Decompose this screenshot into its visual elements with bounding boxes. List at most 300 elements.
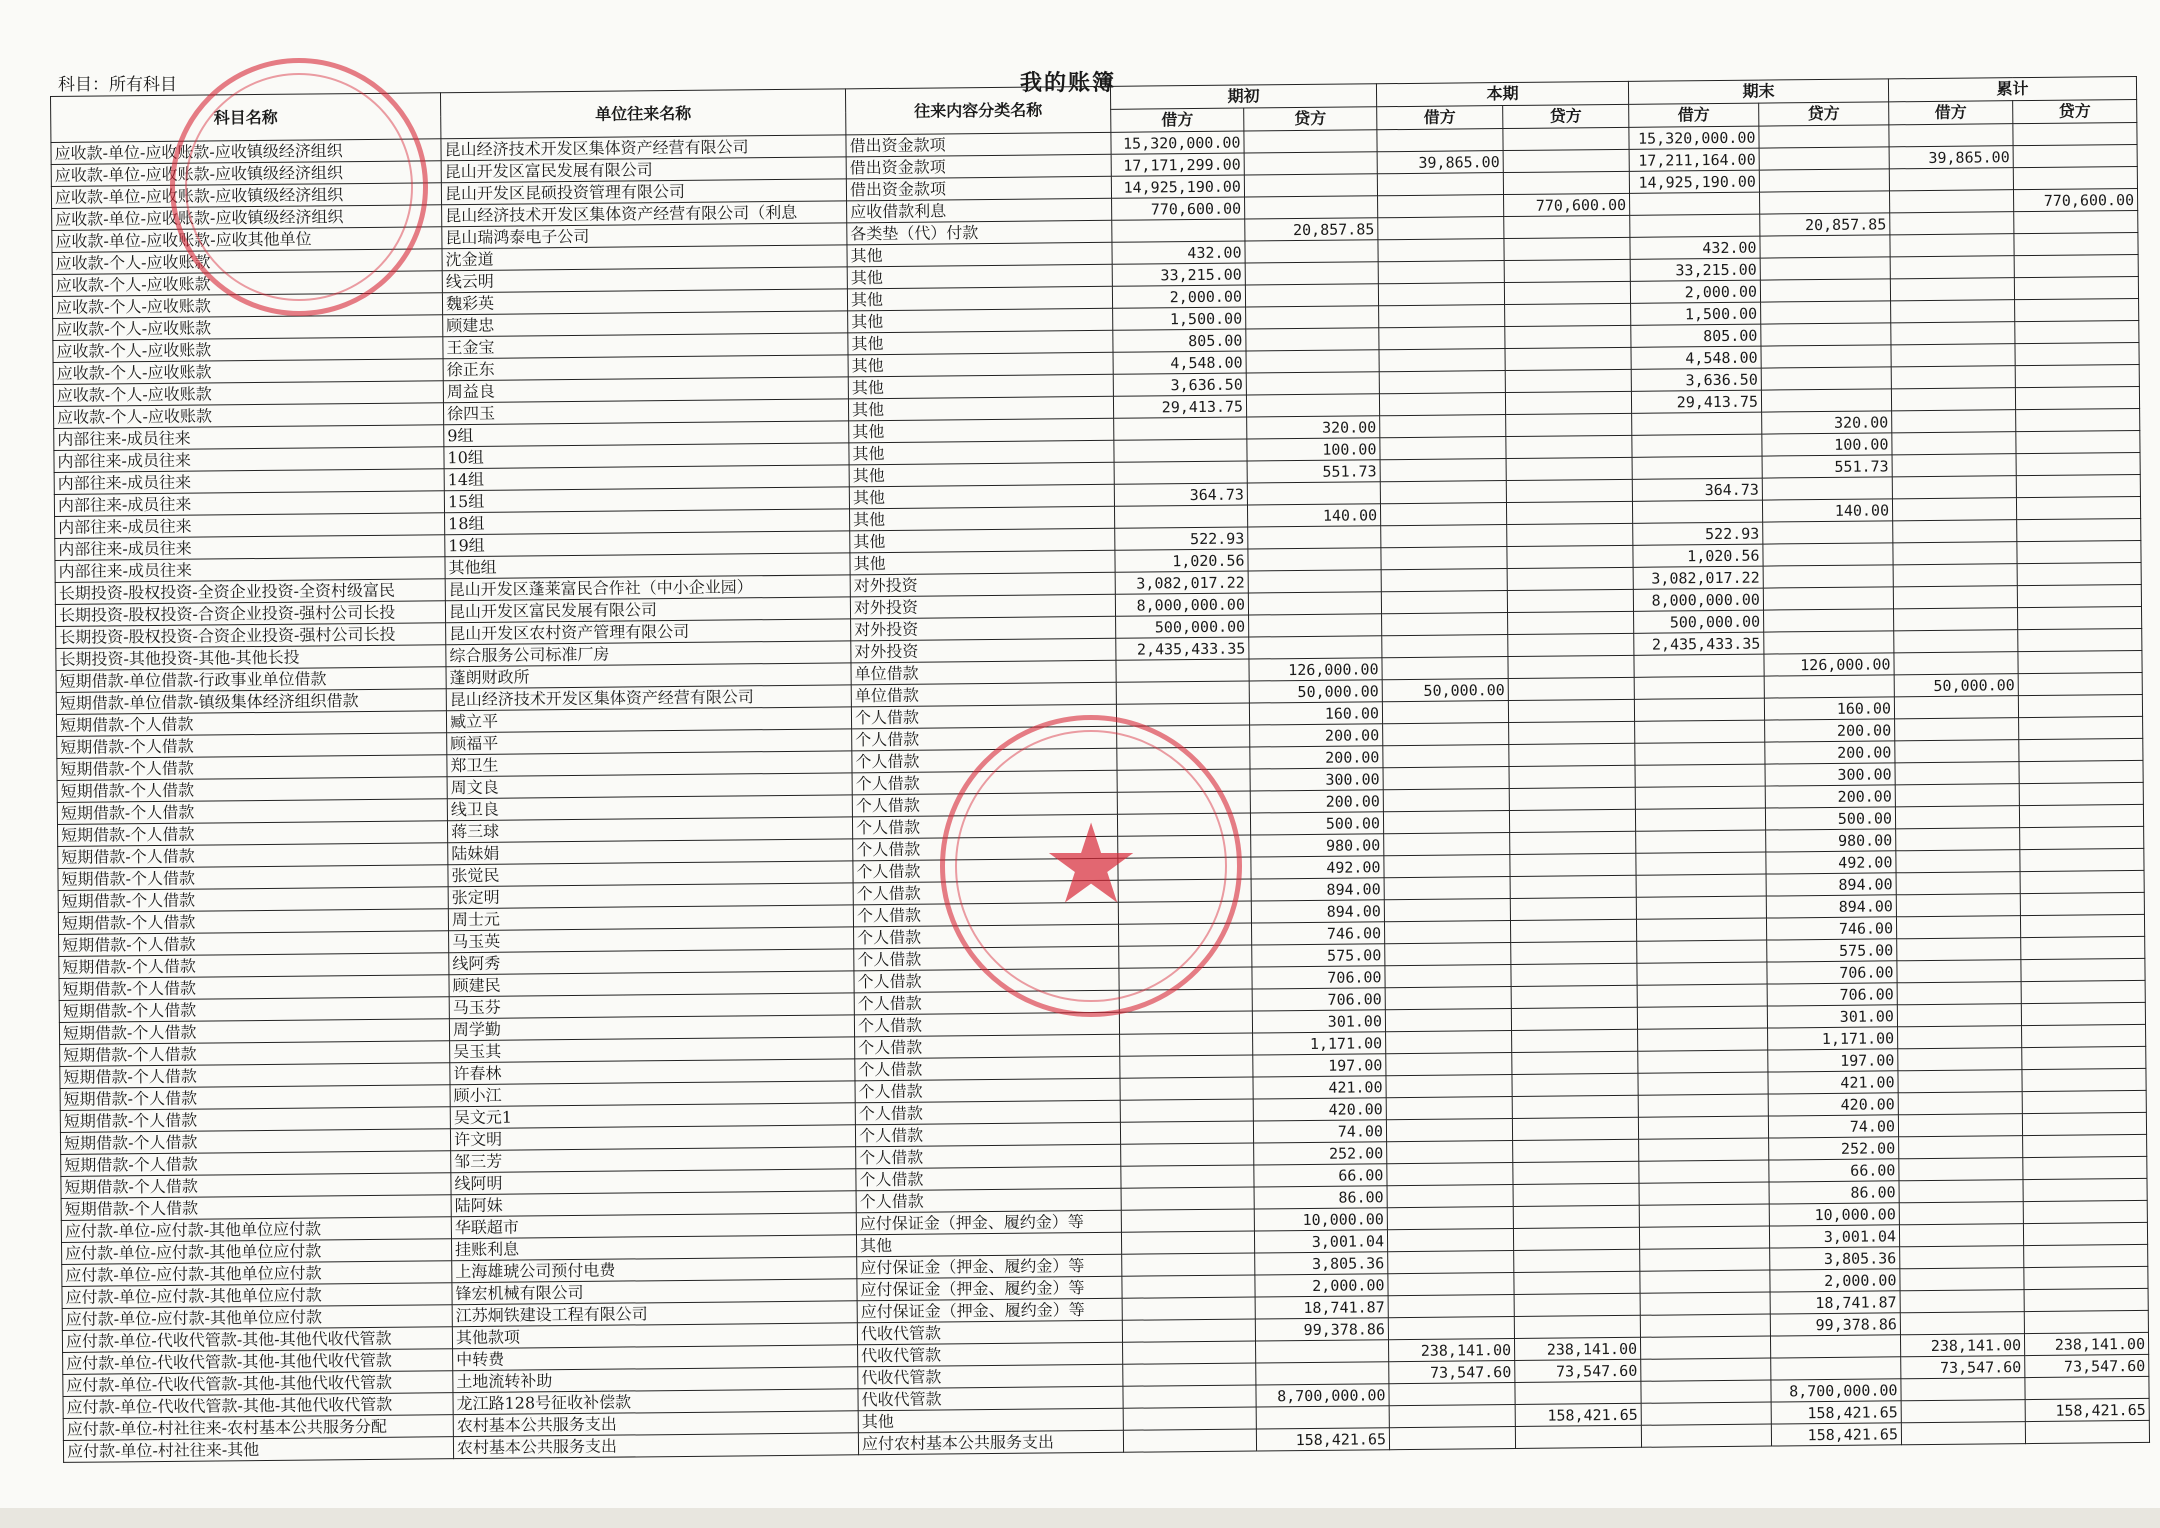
cell-cumulative-debit: [1899, 1224, 2023, 1247]
cell-closing-credit: 140.00: [1762, 499, 1892, 522]
cell-closing-credit: [1761, 323, 1891, 346]
cell-opening-credit: [1248, 548, 1381, 571]
cell-current-debit: [1378, 217, 1504, 240]
cell-cumulative-debit: [1896, 872, 2020, 895]
cell-category: 个人借款: [852, 726, 1117, 751]
cell-subject: 短期借款-个人借款: [57, 777, 447, 803]
cell-closing-credit: [1759, 125, 1889, 148]
cell-opening-debit: [1122, 1275, 1255, 1298]
cell-subject: 应收款-个人-应收账款: [53, 359, 443, 385]
cell-cumulative-debit: [1899, 1202, 2023, 1225]
cell-cumulative-credit: [2020, 826, 2144, 849]
cell-current-credit: [1504, 237, 1630, 260]
cell-opening-debit: [1123, 1407, 1256, 1430]
cell-cumulative-credit: 73,547.60: [2025, 1354, 2149, 1377]
cell-opening-credit: [1245, 284, 1378, 307]
cell-closing-debit: [1632, 434, 1762, 457]
cell-opening-credit: 894.00: [1251, 900, 1384, 923]
cell-closing-debit: [1638, 1094, 1768, 1117]
cell-opening-debit: 33,215.00: [1112, 263, 1245, 286]
col-cumulative: 累计: [1888, 76, 2136, 101]
cell-subject: 应付款-单位-应付款-其他单位应付款: [62, 1305, 452, 1331]
cell-opening-credit: 551.73: [1247, 460, 1380, 483]
cell-closing-credit: 100.00: [1762, 433, 1892, 456]
cell-opening-debit: 14,925,190.00: [1111, 175, 1244, 198]
cell-cumulative-credit: [2016, 430, 2140, 453]
cell-subject: 长期投资-股权投资-合资企业投资-强村公司长投: [56, 623, 446, 649]
cell-closing-credit: [1761, 345, 1891, 368]
cell-opening-credit: 746.00: [1251, 922, 1384, 945]
cell-cumulative-credit: [2013, 144, 2137, 167]
cell-subject: 短期借款-个人借款: [58, 865, 448, 891]
cell-closing-debit: 805.00: [1631, 324, 1761, 347]
cell-opening-debit: [1114, 417, 1247, 440]
cell-current-debit: [1377, 129, 1503, 152]
cell-opening-debit: [1114, 439, 1247, 462]
cell-opening-debit: [1120, 1055, 1253, 1078]
cell-cumulative-credit: [2016, 496, 2140, 519]
cell-opening-debit: [1116, 681, 1249, 704]
cell-closing-debit: [1636, 830, 1766, 853]
col-cumulative-debit: 借方: [1889, 101, 2013, 125]
cell-current-credit: [1506, 479, 1632, 502]
cell-cumulative-debit: [1892, 410, 2016, 433]
cell-cumulative-credit: [2021, 936, 2145, 959]
cell-closing-credit: 18,741.87: [1770, 1291, 1900, 1314]
cell-closing-credit: [1763, 565, 1893, 588]
cell-category: 个人借款: [853, 902, 1118, 927]
cell-closing-credit: [1763, 587, 1893, 610]
cell-closing-debit: [1637, 984, 1767, 1007]
cell-closing-debit: [1639, 1226, 1769, 1249]
cell-unit: 昆山开发区农村资产管理有限公司: [446, 619, 851, 645]
cell-subject: 内部往来-成员往来: [54, 425, 444, 451]
cell-opening-credit: [1246, 328, 1379, 351]
cell-cumulative-credit: [2023, 1222, 2147, 1245]
cell-opening-debit: [1122, 1297, 1255, 1320]
cell-cumulative-credit: [2015, 364, 2139, 387]
cell-current-credit: 770,600.00: [1504, 193, 1630, 216]
cell-opening-debit: [1114, 505, 1247, 528]
cell-cumulative-debit: [1897, 1004, 2021, 1027]
cell-current-credit: [1511, 985, 1637, 1008]
cell-cumulative-credit: [2017, 562, 2141, 585]
cell-category: 借出资金款项: [846, 132, 1111, 157]
cell-opening-credit: 300.00: [1250, 768, 1383, 791]
cell-current-credit: [1514, 1249, 1640, 1272]
cell-unit: 线卫良: [447, 795, 852, 821]
cell-category: 个人借款: [853, 836, 1118, 861]
cell-closing-credit: [1760, 235, 1890, 258]
cell-cumulative-debit: [1895, 784, 2019, 807]
cell-opening-debit: 3,636.50: [1113, 373, 1246, 396]
cell-cumulative-debit: [1890, 234, 2014, 257]
cell-subject: 内部往来-成员往来: [55, 513, 445, 539]
cell-opening-credit: 1,171.00: [1253, 1032, 1386, 1055]
cell-category: 个人借款: [854, 946, 1119, 971]
cell-current-debit: [1388, 1295, 1514, 1318]
cell-category: 其他: [856, 1232, 1121, 1257]
cell-category: 其他: [849, 506, 1114, 531]
cell-opening-credit: [1244, 174, 1377, 197]
cell-closing-debit: [1630, 214, 1760, 237]
cell-current-debit: [1379, 393, 1505, 416]
cell-closing-credit: 575.00: [1767, 939, 1897, 962]
cell-closing-debit: 2,000.00: [1630, 280, 1760, 303]
cell-current-credit: [1513, 1227, 1639, 1250]
cell-current-debit: [1388, 1251, 1514, 1274]
cell-current-credit: [1513, 1161, 1639, 1184]
cell-opening-credit: 10,000.00: [1254, 1208, 1387, 1231]
cell-closing-credit: [1763, 543, 1893, 566]
cell-cumulative-credit: [2016, 452, 2140, 475]
cell-closing-debit: [1634, 676, 1764, 699]
cell-current-credit: [1508, 633, 1634, 656]
cell-cumulative-credit: [2018, 628, 2142, 651]
cell-cumulative-credit: [2020, 914, 2144, 937]
cell-unit: 王金宝: [443, 333, 848, 359]
cell-opening-debit: 805.00: [1113, 329, 1246, 352]
cell-unit: 昆山开发区富民发展有限公司: [445, 597, 850, 623]
cell-subject: 应付款-单位-应付款-其他单位应付款: [61, 1217, 451, 1243]
cell-unit: 昆山经济技术开发区集体资产经营有限公司（利息: [442, 201, 847, 227]
cell-current-debit: [1387, 1141, 1513, 1164]
cell-cumulative-debit: [1899, 1136, 2023, 1159]
cell-cumulative-debit: [1889, 190, 2013, 213]
cell-category: 个人借款: [853, 858, 1118, 883]
cell-cumulative-debit: [1898, 1070, 2022, 1093]
cell-closing-debit: [1640, 1336, 1770, 1359]
cell-cumulative-debit: [1892, 498, 2016, 521]
cell-unit: 挂账利息: [451, 1235, 856, 1261]
cell-closing-credit: 200.00: [1765, 719, 1895, 742]
cell-opening-credit: 100.00: [1247, 438, 1380, 461]
cell-current-debit: [1379, 327, 1505, 350]
cell-subject: 短期借款-单位借款-镇级集体经济组织借款: [56, 689, 446, 715]
cell-closing-credit: 894.00: [1766, 873, 1896, 896]
cell-current-credit: [1506, 413, 1632, 436]
cell-closing-debit: [1639, 1160, 1769, 1183]
col-opening: 期初: [1110, 84, 1376, 110]
cell-closing-credit: [1771, 1357, 1901, 1380]
cell-opening-credit: [1246, 394, 1379, 417]
cell-closing-credit: 74.00: [1768, 1115, 1898, 1138]
cell-current-credit: [1508, 655, 1634, 678]
cell-opening-credit: 197.00: [1253, 1054, 1386, 1077]
cell-cumulative-debit: [1899, 1180, 2023, 1203]
cell-unit: 吴文元1: [450, 1103, 855, 1129]
cell-closing-credit: 200.00: [1765, 741, 1895, 764]
cell-closing-debit: [1638, 1116, 1768, 1139]
cell-subject: 应付款-单位-代收代管款-其他-其他代收代管款: [63, 1393, 453, 1419]
cell-opening-debit: [1123, 1341, 1256, 1364]
cell-subject: 内部往来-成员往来: [54, 469, 444, 495]
cell-cumulative-debit: [1900, 1312, 2024, 1335]
cell-category: 代收代管款: [858, 1386, 1123, 1411]
cell-subject: 短期借款-个人借款: [58, 909, 448, 935]
cell-unit: 18组: [445, 509, 850, 535]
cell-category: 借出资金款项: [846, 176, 1111, 201]
cell-opening-debit: [1121, 1187, 1254, 1210]
cell-current-credit: [1510, 919, 1636, 942]
cell-current-credit: [1513, 1183, 1639, 1206]
col-opening-credit: 贷方: [1244, 107, 1377, 131]
cell-subject: 内部往来-成员往来: [54, 447, 444, 473]
cell-closing-credit: 301.00: [1767, 1005, 1897, 1028]
cell-cumulative-debit: [1892, 432, 2016, 455]
cell-cumulative-credit: [2024, 1244, 2148, 1267]
cell-opening-debit: [1121, 1209, 1254, 1232]
cell-closing-credit: [1764, 609, 1894, 632]
cell-subject: 短期借款-个人借款: [57, 755, 447, 781]
cell-unit: 郑卫生: [447, 751, 852, 777]
cell-cumulative-debit: [1889, 168, 2013, 191]
cell-closing-debit: [1638, 1072, 1768, 1095]
cell-opening-credit: 50,000.00: [1249, 680, 1382, 703]
cell-closing-credit: 300.00: [1765, 763, 1895, 786]
cell-cumulative-credit: [2024, 1310, 2148, 1333]
cell-opening-credit: 74.00: [1253, 1120, 1386, 1143]
cell-cumulative-debit: [1897, 960, 2021, 983]
cell-category: 其他: [850, 550, 1115, 575]
cell-closing-credit: 746.00: [1766, 917, 1896, 940]
page-title: 我的账簿: [1020, 70, 1117, 96]
cell-cumulative-debit: [1900, 1268, 2024, 1291]
cell-cumulative-debit: [1890, 212, 2014, 235]
cell-cumulative-credit: [2024, 1288, 2148, 1311]
cell-opening-credit: 421.00: [1253, 1076, 1386, 1099]
cell-cumulative-credit: [2021, 980, 2145, 1003]
cell-current-credit: [1511, 941, 1637, 964]
scan-bottom-edge: [0, 1508, 2160, 1528]
cell-opening-debit: 1,020.56: [1115, 549, 1248, 572]
cell-closing-debit: 1,500.00: [1631, 302, 1761, 325]
cell-subject: 应收款-个人-应收账款: [53, 315, 443, 341]
cell-opening-credit: [1256, 1340, 1389, 1363]
cell-unit: 徐四玉: [443, 399, 848, 425]
cell-current-debit: [1379, 371, 1505, 394]
cell-current-credit: [1511, 1007, 1637, 1030]
cell-closing-credit: 20,857.85: [1760, 213, 1890, 236]
cell-closing-credit: [1760, 191, 1890, 214]
cell-subject: 内部往来-成员往来: [54, 491, 444, 517]
cell-closing-credit: [1764, 675, 1894, 698]
cell-opening-credit: 140.00: [1247, 504, 1380, 527]
cell-opening-credit: [1248, 526, 1381, 549]
col-subject: 科目名称: [51, 93, 441, 143]
cell-cumulative-credit: [2018, 694, 2142, 717]
cell-cumulative-debit: [1896, 894, 2020, 917]
cell-subject: 应付款-单位-村社往来-其他: [63, 1437, 453, 1463]
cell-category: 代收代管款: [857, 1320, 1122, 1345]
cell-opening-credit: 3,805.36: [1255, 1252, 1388, 1275]
cell-closing-debit: 3,082,017.22: [1633, 566, 1763, 589]
cell-cumulative-debit: [1891, 322, 2015, 345]
cell-closing-debit: 17,211,164.00: [1629, 148, 1759, 171]
cell-cumulative-credit: [2014, 254, 2138, 277]
cell-cumulative-debit: [1900, 1246, 2024, 1269]
cell-opening-debit: [1119, 923, 1252, 946]
cell-cumulative-debit: [1894, 696, 2018, 719]
cell-cumulative-debit: [1896, 850, 2020, 873]
cell-opening-credit: 158,421.65: [1256, 1428, 1389, 1451]
cell-closing-credit: 8,700,000.00: [1771, 1379, 1901, 1402]
cell-category: 应付农村基本公共服务支出: [858, 1430, 1123, 1455]
cell-cumulative-credit: [2019, 716, 2143, 739]
cell-subject: 应付款-单位-村社往来-农村基本公共服务分配: [63, 1415, 453, 1441]
cell-category: 对外投资: [851, 616, 1116, 641]
cell-subject: 应收款-个人-应收账款: [53, 403, 443, 429]
cell-subject: 应收款-单位-应收账款-应收镇级经济组织: [52, 205, 442, 231]
cell-closing-credit: 158,421.65: [1771, 1401, 1901, 1424]
cell-opening-debit: 522.93: [1115, 527, 1248, 550]
cell-category: 其他: [849, 462, 1114, 487]
cell-closing-debit: [1638, 1050, 1768, 1073]
cell-cumulative-debit: [1893, 564, 2017, 587]
cell-current-debit: [1384, 833, 1510, 856]
cell-cumulative-credit: [2021, 1002, 2145, 1025]
cell-cumulative-debit: [1901, 1422, 2025, 1445]
col-closing: 期末: [1628, 79, 1888, 104]
cell-unit: 许春林: [450, 1059, 855, 1085]
cell-subject: 应收款-个人-应收账款: [53, 337, 443, 363]
cell-cumulative-debit: [1893, 542, 2017, 565]
cell-closing-credit: 200.00: [1765, 785, 1895, 808]
cell-closing-credit: 421.00: [1768, 1071, 1898, 1094]
cell-closing-credit: 420.00: [1768, 1093, 1898, 1116]
cell-category: 个人借款: [851, 704, 1116, 729]
cell-current-credit: [1503, 171, 1629, 194]
cell-unit: 昆山经济技术开发区集体资产经营有限公司: [446, 685, 851, 711]
cell-opening-credit: [1256, 1362, 1389, 1385]
cell-closing-credit: 86.00: [1769, 1181, 1899, 1204]
cell-closing-credit: [1763, 521, 1893, 544]
cell-category: 其他: [847, 264, 1112, 289]
cell-opening-debit: [1122, 1253, 1255, 1276]
cell-subject: 短期借款-个人借款: [61, 1151, 451, 1177]
cell-opening-debit: [1123, 1385, 1256, 1408]
cell-current-debit: [1382, 657, 1508, 680]
cell-closing-debit: 522.93: [1633, 522, 1763, 545]
cell-opening-credit: [1245, 240, 1378, 263]
cell-opening-credit: 3,001.04: [1254, 1230, 1387, 1253]
cell-subject: 应付款-单位-应付款-其他单位应付款: [62, 1283, 452, 1309]
cell-closing-debit: 500,000.00: [1634, 610, 1764, 633]
cell-opening-credit: 200.00: [1250, 746, 1383, 769]
cell-unit: 昆山开发区富民发展有限公司: [441, 157, 846, 183]
cell-opening-debit: 364.73: [1114, 483, 1247, 506]
cell-current-credit: [1506, 435, 1632, 458]
cell-category: 个人借款: [854, 968, 1119, 993]
cell-unit: 华联超市: [451, 1213, 856, 1239]
cell-current-debit: [1381, 547, 1507, 570]
cell-opening-credit: 18,741.87: [1255, 1296, 1388, 1319]
cell-unit: 周士元: [448, 905, 853, 931]
cell-cumulative-credit: [2016, 408, 2140, 431]
cell-cumulative-debit: [1901, 1400, 2025, 1423]
cell-current-credit: [1510, 875, 1636, 898]
cell-cumulative-debit: [1896, 828, 2020, 851]
cell-unit: 15组: [444, 487, 849, 513]
cell-cumulative-debit: [1890, 256, 2014, 279]
cell-current-debit: [1380, 503, 1506, 526]
cell-cumulative-debit: [1898, 1092, 2022, 1115]
cell-category: 个人借款: [853, 880, 1118, 905]
cell-opening-debit: 3,082,017.22: [1115, 571, 1248, 594]
cell-cumulative-credit: [2020, 892, 2144, 915]
cell-closing-debit: [1635, 764, 1765, 787]
cell-current-credit: [1509, 787, 1635, 810]
cell-opening-debit: [1123, 1429, 1256, 1452]
cell-current-credit: [1513, 1139, 1639, 1162]
cell-closing-debit: [1632, 456, 1762, 479]
cell-cumulative-debit: [1895, 806, 2019, 829]
cell-opening-debit: [1116, 703, 1249, 726]
cell-category: 个人借款: [855, 1122, 1120, 1147]
cell-category: 代收代管款: [858, 1364, 1123, 1389]
cell-category: 个人借款: [854, 1012, 1119, 1037]
cell-current-credit: [1509, 721, 1635, 744]
cell-current-debit: [1385, 965, 1511, 988]
cell-opening-debit: 2,000.00: [1112, 285, 1245, 308]
cell-current-credit: 238,141.00: [1514, 1337, 1640, 1360]
cell-cumulative-credit: [2015, 342, 2139, 365]
cell-opening-debit: 1,500.00: [1113, 307, 1246, 330]
cell-current-credit: 73,547.60: [1515, 1359, 1641, 1382]
cell-subject: 短期借款-个人借款: [60, 1085, 450, 1111]
cell-category: 对外投资: [850, 572, 1115, 597]
cell-unit: 14组: [444, 465, 849, 491]
cell-closing-credit: [1761, 301, 1891, 324]
cell-cumulative-credit: [2025, 1376, 2149, 1399]
cell-cumulative-credit: [2019, 738, 2143, 761]
cell-subject: 短期借款-个人借款: [57, 733, 447, 759]
cell-cumulative-credit: [2020, 848, 2144, 871]
cell-cumulative-debit: [1893, 520, 2017, 543]
cell-current-debit: [1378, 261, 1504, 284]
cell-category: 个人借款: [855, 1056, 1120, 1081]
cell-cumulative-credit: 770,600.00: [2013, 188, 2137, 211]
cell-category: 应收借款利息: [847, 198, 1112, 223]
cell-unit: 龙江路128号征收补偿款: [453, 1389, 858, 1415]
cell-closing-debit: [1641, 1402, 1771, 1425]
cell-current-credit: [1514, 1271, 1640, 1294]
cell-current-debit: [1384, 921, 1510, 944]
cell-closing-debit: [1639, 1204, 1769, 1227]
cell-closing-debit: 14,925,190.00: [1629, 170, 1759, 193]
cell-opening-debit: [1117, 813, 1250, 836]
cell-current-credit: [1505, 303, 1631, 326]
cell-subject: 短期借款-个人借款: [60, 1107, 450, 1133]
cell-cumulative-debit: [1892, 476, 2016, 499]
cell-cumulative-credit: [2020, 870, 2144, 893]
cell-subject: 短期借款-个人借款: [61, 1195, 451, 1221]
cell-cumulative-debit: [1891, 388, 2015, 411]
cell-category: 其他: [848, 374, 1113, 399]
cell-closing-credit: [1759, 147, 1889, 170]
cell-cumulative-debit: [1891, 300, 2015, 323]
cell-cumulative-debit: [1891, 366, 2015, 389]
cell-unit: 顾建民: [449, 971, 854, 997]
cell-closing-credit: [1770, 1335, 1900, 1358]
cell-opening-credit: 8,700,000.00: [1256, 1384, 1389, 1407]
cell-current-debit: [1383, 723, 1509, 746]
cell-closing-credit: 320.00: [1762, 411, 1892, 434]
cell-unit: 昆山瑞鸿泰电子公司: [442, 223, 847, 249]
cell-opening-credit: 99,378.86: [1255, 1318, 1388, 1341]
cell-opening-debit: [1119, 967, 1252, 990]
cell-current-credit: [1510, 831, 1636, 854]
